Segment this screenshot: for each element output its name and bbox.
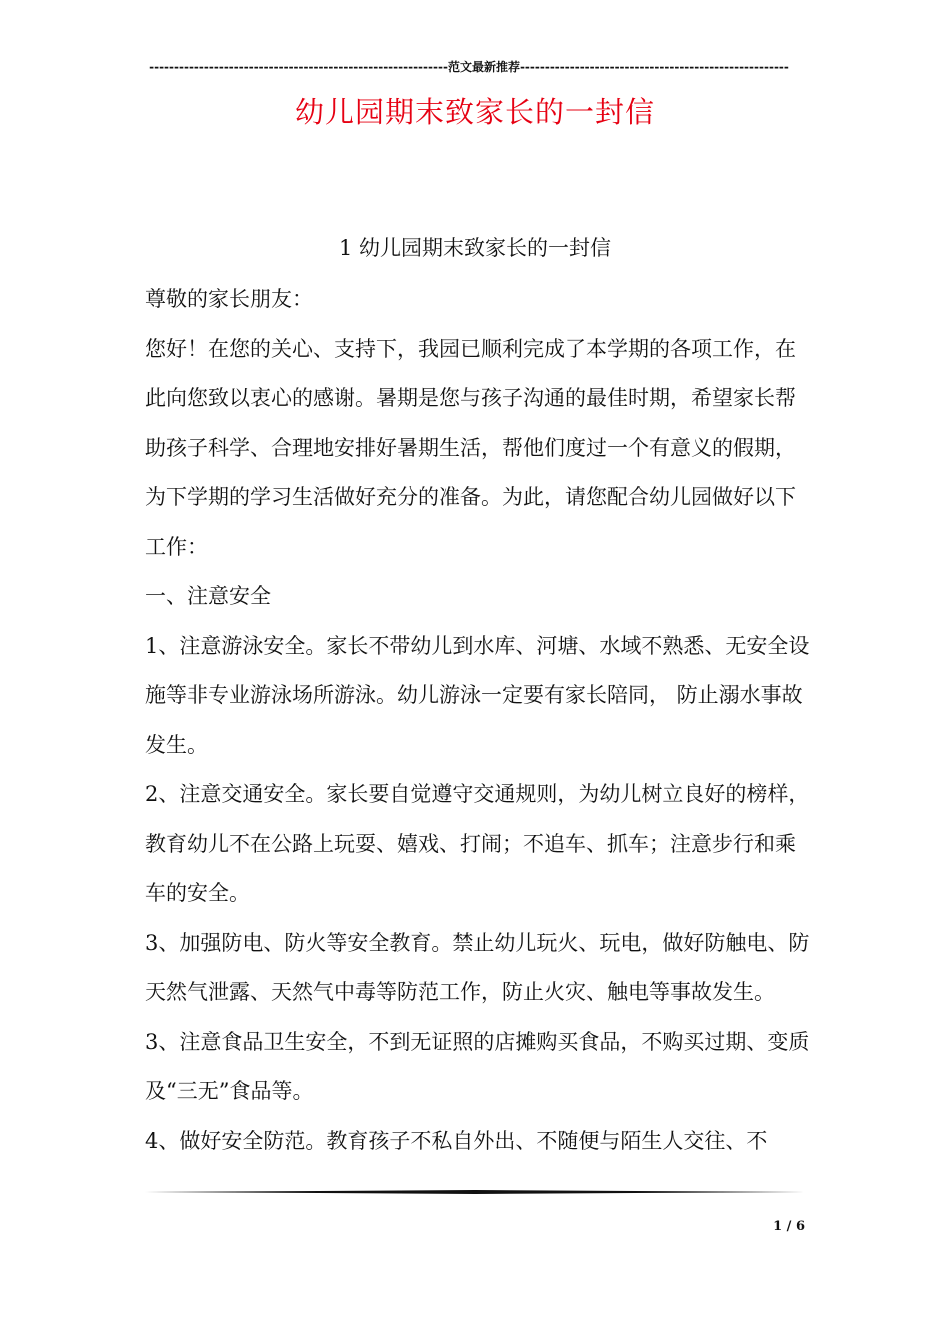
paragraph-heading-safety: 一、注意安全 [145,584,271,608]
letter-body [145,275,815,1166]
paragraph-food-safety: 3、注意食品卫生安全，不到无证照的店摊购买食品，不购买过期、变质及“三无”食品等。 [145,1029,810,1103]
section-title: 1 幼儿园期末致家长的一封信 [338,236,612,260]
footer-divider [145,1190,805,1194]
paragraph-intro: 您好！在您的关心、支持下，我园已顺利完成了本学期的各项工作，在此向您致以衷心的感谢。暑期是您与孩子沟通的最佳时期，希望家长帮助孩子科学、合理地安排好暑期生活，帮他们度过一个有意义的假期，为下学期的学习生活做好充分的准备。为此，请您配合幼儿园做好以下工作： [145,336,796,559]
paragraph-traffic-safety: 2、注意交通安全。家长要自觉遵守交通规则，为幼儿树立良好的榜样，教育幼儿不在公路上玩耍、嬉戏、打闹；不追车、抓车；注意步行和乘车的安全。 [145,782,810,905]
header-banner: ------------------------------------------------------------范文最新推荐------------------------------------------------------ [149,60,789,74]
paragraph-salutation: 尊敬的家长朋友： [145,287,313,311]
document-title: 幼儿园期末致家长的一封信 [294,95,655,129]
paragraph-fire-electric-safety: 3、加强防电、防火等安全教育。禁止幼儿玩火、玩电，做好防触电、防天然气泄露、天然气中毒等防范工作，防止火灾、触电等事故发生。 [145,930,810,1004]
paragraph-safety-precautions: 4、做好安全防范。教育孩子不私自外出、不随便与陌生人交往、不 [145,1128,768,1153]
paragraph-swimming-safety: 1、注意游泳安全。家长不带幼儿到水库、河塘、水域不熟悉、无安全设施等非专业游泳场所游泳。幼儿游泳一定要有家长陪同， 防止溺水事故发生。 [145,633,810,757]
page-number: 1 / 6 [773,1219,805,1234]
